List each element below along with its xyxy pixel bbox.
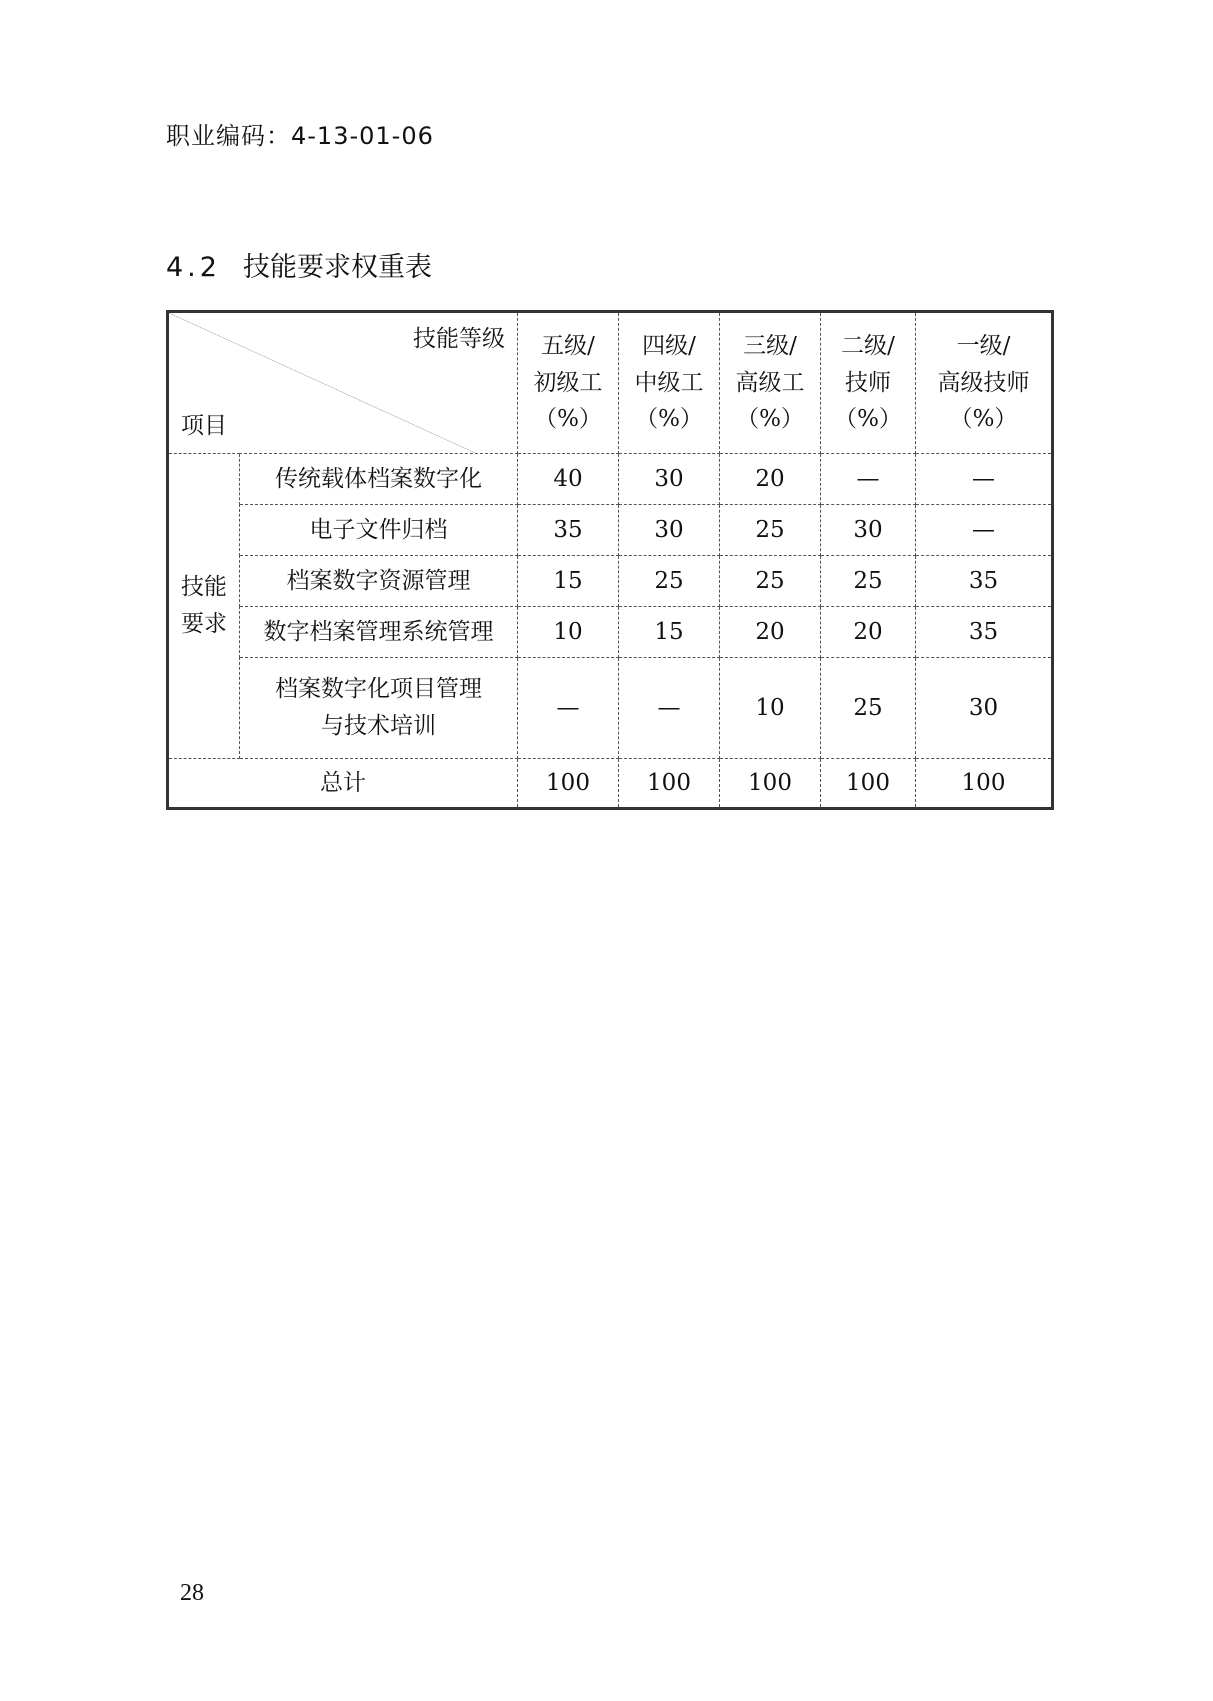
level-unit: （%） bbox=[534, 406, 602, 433]
table-row bbox=[168, 607, 1053, 658]
value-cell: 30 bbox=[916, 658, 1053, 759]
level-header-5 bbox=[518, 312, 619, 454]
value-cell: 30 bbox=[619, 454, 720, 505]
level-name: 二级/ bbox=[841, 332, 895, 359]
item-name: 电子文件归档 bbox=[240, 505, 518, 556]
value-cell: 15 bbox=[619, 607, 720, 658]
total-label: 总计 bbox=[168, 759, 518, 809]
value-cell: 25 bbox=[619, 556, 720, 607]
value-cell: — bbox=[619, 658, 720, 759]
level-name: 三级/ bbox=[743, 332, 797, 359]
item-name-line2: 与技术培训 bbox=[321, 713, 436, 739]
value-cell: 25 bbox=[720, 556, 821, 607]
value-cell: 40 bbox=[518, 454, 619, 505]
group-label-line2: 要求 bbox=[181, 611, 227, 637]
value-cell: 20 bbox=[720, 454, 821, 505]
value-cell: 35 bbox=[916, 556, 1053, 607]
skill-level-label: 技能等级 bbox=[413, 326, 505, 352]
item-name: 传统载体档案数字化 bbox=[240, 454, 518, 505]
table-row bbox=[168, 454, 1053, 505]
item-name: 档案数字资源管理 bbox=[240, 556, 518, 607]
level-name: 一级/ bbox=[956, 332, 1011, 359]
total-row bbox=[168, 759, 1053, 809]
level-title: 高级工 bbox=[735, 369, 805, 396]
value-cell: 35 bbox=[916, 607, 1053, 658]
item-label: 项目 bbox=[181, 413, 227, 440]
group-label-line1: 技能 bbox=[181, 574, 227, 601]
table-row bbox=[168, 556, 1053, 607]
value-cell: — bbox=[916, 505, 1053, 556]
value-cell: 20 bbox=[821, 607, 916, 658]
value-cell: — bbox=[916, 454, 1053, 505]
level-title: 初级工 bbox=[533, 369, 603, 396]
total-cell: 100 bbox=[518, 759, 619, 809]
level-unit: （%） bbox=[736, 406, 804, 433]
value-cell: 10 bbox=[720, 658, 821, 759]
value-cell: 20 bbox=[720, 607, 821, 658]
value-cell: 25 bbox=[821, 556, 916, 607]
section-title-text: 技能要求权重表 bbox=[242, 252, 432, 283]
page-number: 28 bbox=[180, 1580, 204, 1606]
header-row bbox=[168, 312, 1053, 454]
table-row bbox=[168, 505, 1053, 556]
occupation-code: 职业编码：4-13-01-06 bbox=[166, 122, 434, 150]
value-cell: 25 bbox=[720, 505, 821, 556]
total-cell: 100 bbox=[720, 759, 821, 809]
skill-weights-table bbox=[166, 310, 1054, 810]
value-cell: 10 bbox=[518, 607, 619, 658]
level-unit: （%） bbox=[834, 406, 902, 433]
section-number: 4.2 bbox=[166, 252, 221, 283]
value-cell: — bbox=[518, 658, 619, 759]
table-row bbox=[168, 658, 1053, 759]
value-cell: — bbox=[821, 454, 916, 505]
value-cell: 35 bbox=[518, 505, 619, 556]
level-name: 五级/ bbox=[541, 332, 595, 359]
total-cell: 100 bbox=[619, 759, 720, 809]
value-cell: 25 bbox=[821, 658, 916, 759]
level-header-1 bbox=[916, 312, 1053, 454]
corner-header bbox=[168, 312, 518, 454]
total-cell: 100 bbox=[821, 759, 916, 809]
total-cell: 100 bbox=[916, 759, 1053, 809]
level-title: 高级技师 bbox=[937, 369, 1030, 396]
level-title: 中级工 bbox=[634, 369, 704, 396]
value-cell: 15 bbox=[518, 556, 619, 607]
level-header-4 bbox=[619, 312, 720, 454]
level-header-2 bbox=[821, 312, 916, 454]
item-name bbox=[240, 658, 518, 759]
item-name-line1: 档案数字化项目管理 bbox=[275, 676, 482, 703]
value-cell: 30 bbox=[619, 505, 720, 556]
section-title bbox=[166, 245, 432, 284]
level-unit: （%） bbox=[635, 406, 703, 433]
item-name: 数字档案管理系统管理 bbox=[240, 607, 518, 658]
level-name: 四级/ bbox=[642, 332, 696, 359]
level-header-3 bbox=[720, 312, 821, 454]
level-unit: （%） bbox=[949, 406, 1018, 433]
skill-requirements-group bbox=[168, 454, 240, 759]
value-cell: 30 bbox=[821, 505, 916, 556]
level-title: 技师 bbox=[845, 369, 891, 396]
